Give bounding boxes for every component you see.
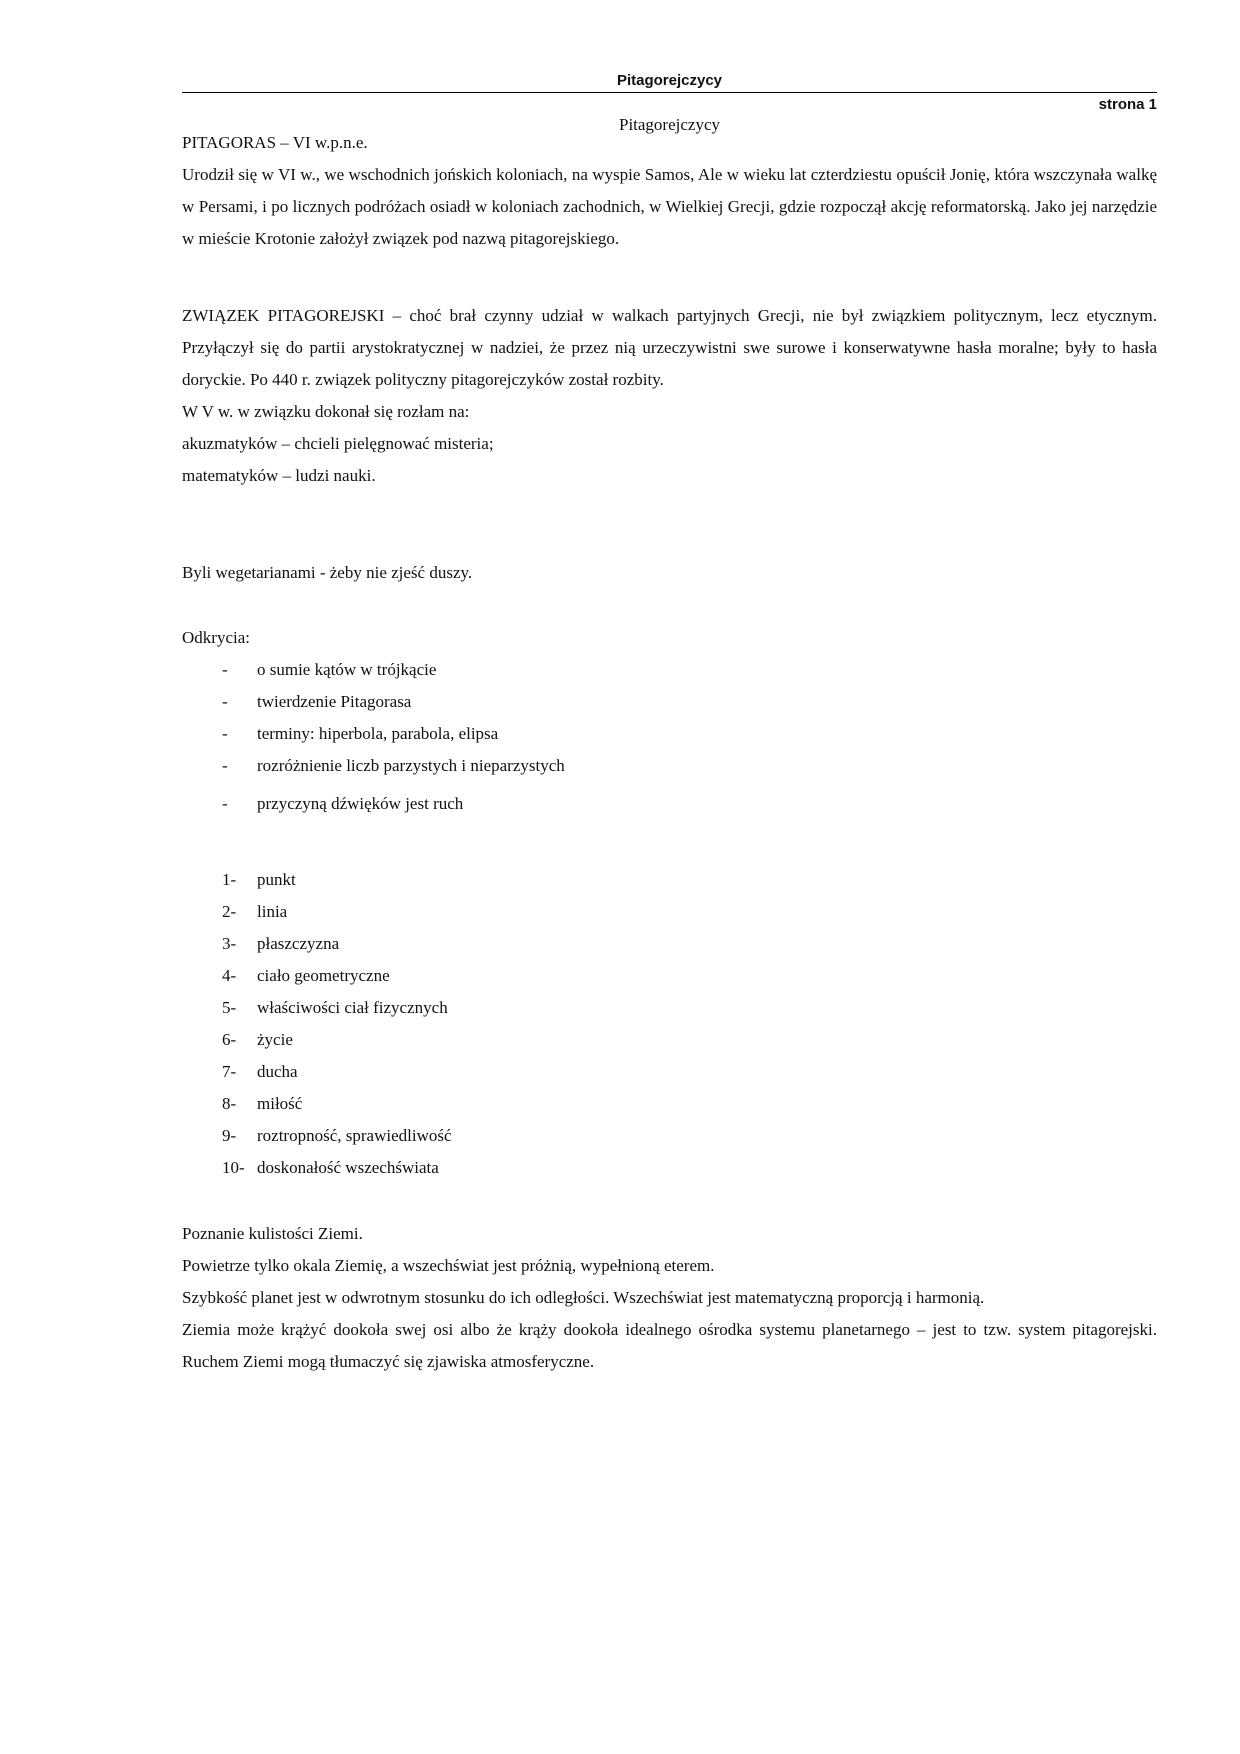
list-item-text: punkt: [257, 870, 296, 889]
pitagoras-paragraph: Urodził się w VI w., we wschodnich jońskich koloniach, na wyspie Samos, Ale w wieku lat czterdziestu opuścił Jonię, która wszczynała walkę w Persami, i po licznych podróżach osiadł w koloniach zachodnich, w Wielkiej Grecji, gdzie rozpoczął akcję reformatorską. Jako jej narzędzie w mieście Krotonie założył związek pod nazwą pitagorejskiego.: [182, 165, 1157, 248]
discoveries-heading: [182, 622, 1157, 654]
list-marker: -: [222, 724, 228, 743]
earth-sphere-line: Poznanie kulistości Ziemi.: [182, 1224, 363, 1243]
list-marker: 3-: [222, 934, 237, 953]
list-item: [182, 928, 1157, 960]
intro-section: [182, 127, 1157, 255]
list-item-text: o sumie kątów w trójkącie: [257, 660, 437, 679]
list-marker: 5-: [222, 998, 237, 1017]
list-item: [182, 896, 1157, 928]
discoveries-heading-text: Odkrycia:: [182, 628, 250, 647]
list-item-text: rozróżnienie liczb parzystych i nieparzystych: [257, 756, 565, 775]
list-marker: 7-: [222, 1062, 237, 1081]
list-marker: 2-: [222, 902, 237, 921]
list-item: [182, 654, 1157, 686]
split-line: W V w. w związku dokonał się rozłam na:: [182, 402, 470, 421]
vegetarian-line: [182, 557, 1157, 589]
list-item: [182, 718, 1157, 750]
list-item: [182, 1024, 1157, 1056]
cosmology-section: [182, 1218, 1157, 1378]
list-marker: 1-: [222, 870, 237, 889]
air-line: Powietrze tylko okala Ziemię, a wszechświat jest próżnią, wypełnioną eterem.: [182, 1256, 715, 1275]
list-item: [182, 686, 1157, 718]
discoveries-list: [182, 654, 1157, 820]
list-item-text: terminy: hiperbola, parabola, elipsa: [257, 724, 499, 743]
list-item: [182, 750, 1157, 782]
header-divider: [182, 92, 1157, 93]
list-marker: 8-: [222, 1094, 237, 1113]
list-item: [182, 864, 1157, 896]
list-item: [182, 1088, 1157, 1120]
list-item: [182, 992, 1157, 1024]
page-number: strona 1: [1098, 96, 1157, 113]
list-item-text: ciało geometryczne: [257, 966, 390, 985]
list-item: [182, 788, 1157, 820]
list-item: [182, 1056, 1157, 1088]
matematycy-line: matematyków – ludzi nauki.: [182, 466, 376, 485]
list-item-text: doskonałość wszechświata: [257, 1158, 439, 1177]
list-marker: -: [222, 756, 228, 775]
list-item-text: linia: [257, 902, 288, 921]
list-item-text: przyczyną dźwięków jest ruch: [257, 794, 464, 813]
numbers-list: [182, 864, 1157, 1184]
list-marker: 4-: [222, 966, 237, 985]
association-paragraph: ZWIĄZEK PITAGOREJSKI – choć brał czynny udział w walkach partyjnych Grecji, nie był związkiem politycznym, lecz etycznym. Przyłączył się do partii arystokratycznej w nadziei, że przez nią urzeczywistni swe surowe i konserwatywne hasła moralne; były to hasła doryckie. Po 440 r. związek polityczny pitagorejczyków został rozbity.: [182, 306, 1157, 389]
list-item-text: ducha: [257, 1062, 298, 1081]
planet-speed-line: Szybkość planet jest w odwrotnym stosunku do ich odległości. Wszechświat jest matematyczną proporcją i harmonią.: [182, 1288, 985, 1307]
list-item-text: twierdzenie Pitagorasa: [257, 692, 412, 711]
vegetarian-text: Byli wegetarianami - żeby nie zjeść duszy.: [182, 563, 473, 582]
list-marker: -: [222, 794, 228, 813]
document-title: Pitagorejczycy: [618, 115, 720, 134]
list-item-text: miłość: [257, 1094, 303, 1113]
list-marker: -: [222, 660, 228, 679]
list-item-text: życie: [257, 1030, 293, 1049]
akuzmatycy-line: akuzmatyków – chcieli pielęgnować misteria;: [182, 434, 494, 453]
list-item: [182, 1120, 1157, 1152]
list-item: [182, 1152, 1157, 1184]
list-marker: 6-: [222, 1030, 237, 1049]
list-marker: -: [222, 692, 228, 711]
earth-motion-paragraph: Ziemia może krążyć dookoła swej osi albo że krąży dookoła idealnego ośrodka systemu planetarnego – jest to tzw. system pitagorejski. Ruchem Ziemi mogą tłumaczyć się zjawiska atmosferyczne.: [182, 1320, 1157, 1371]
pitagoras-heading: PITAGORAS – VI w.p.n.e.: [182, 133, 368, 152]
list-item-text: roztropność, sprawiedliwość: [257, 1126, 452, 1145]
list-item-text: właściwości ciał fizycznych: [257, 998, 448, 1017]
running-header-title: Pitagorejczycy: [616, 72, 723, 89]
list-marker: 10-: [222, 1158, 245, 1177]
list-item-text: płaszczyzna: [257, 934, 340, 953]
list-item: [182, 960, 1157, 992]
list-marker: 9-: [222, 1126, 237, 1145]
association-section: [182, 300, 1157, 492]
